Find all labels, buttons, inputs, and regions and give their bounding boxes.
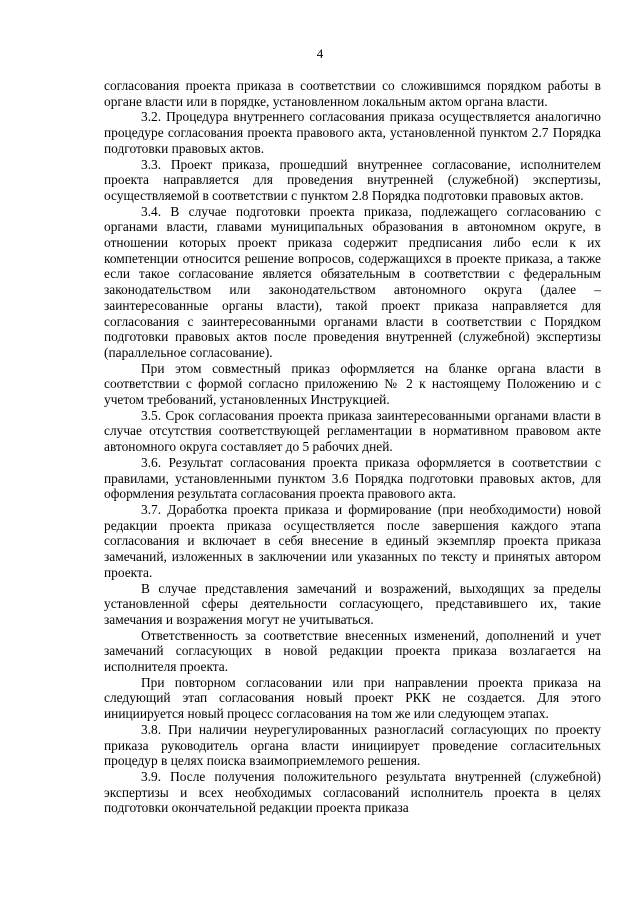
page-number: 4 [316, 46, 324, 61]
paragraph-3-5: 3.5. Срок согласования проекта приказа заинтересованными органами власти в случае отсутствия соответствующей регламентации в нормативном правовом акте автономного округа составляет до 5 рабочих дней. [104, 407, 601, 455]
document-body [104, 78, 601, 816]
paragraph-3-7: 3.7. Доработка проекта приказа и формирование (при необходимости) новой редакции проекта приказа осуществляется после завершения каждого этапа согласования и включает в себя внесение в единый экземпляр проекта приказа замечаний, изложенных в заключении или указанных по тексту и принятых автором проекта. [104, 501, 601, 580]
paragraph-responsibility: Ответственность за соответствие внесенных изменений, дополнений и учет замечаний согласующих в новой редакции проекта приказа возлагается на исполнителя проекта. [104, 627, 601, 675]
paragraph-repeat-approval: При повторном согласовании или при направлении проекта приказа на следующий этап согласования новый проект РКК не создается. Для этого инициируется новый процесс согласования на том же или следующем этапах. [104, 674, 601, 722]
paragraph-3-3: 3.3. Проект приказа, прошедший внутреннее согласование, исполнителем проекта направляется для проведения внутренней (служебной) экспертизы, осуществляемой в соответствии с пунктом 2.8 Порядка подготовки правовых актов. [104, 156, 601, 203]
paragraph-joint-order: При этом совместный приказ оформляется на бланке органа власти в соответствии с формой согласно приложению № 2 к настоящему Положению и с учетом требований, установленных Инструкцией. [104, 360, 601, 408]
paragraph-3-6: 3.6. Результат согласования проекта приказа оформляется в соответствии с правилами, установленными пунктом 3.6 Порядка подготовки правовых актов, для оформления результата согласования проекта правового акта. [104, 454, 601, 502]
paragraph-3-4: 3.4. В случае подготовки проекта приказа, подлежащего согласованию с органами власти, главами муниципальных образования в автономном округе, в отношении которых проект приказа содержит предписания либо если к их компетенции относится решение вопросов, содержащихся в проекте приказа, а также если такое согласование является обязательным в соответствии с федеральным законодательством или законодательством автономного округа (далее – заинтересованные органы власти), такой проект приказа направляется для согласования с заинтересованными органами власти в соответствии с Порядком подготовки правовых актов после проведения внутренней (служебной) экспертизы (параллельное согласование). [104, 203, 601, 360]
paragraph-3-2: 3.2. Процедура внутреннего согласования приказа осуществляется аналогично процедуре согласования проекта правового акта, установленной пунктом 2.7 Порядка подготовки правовых актов. [104, 109, 601, 156]
paragraph-continuation: согласования проекта приказа в соответствии со сложившимся порядком работы в органе власти или в порядке, установленном локальным актом органа власти. [104, 78, 601, 109]
paragraph-3-8: 3.8. При наличии неурегулированных разногласий согласующих по проекту приказа руководитель органа власти инициирует проведение согласительных процедур в целях поиска взаимоприемлемого решения. [104, 721, 601, 769]
paragraph-objections: В случае представления замечаний и возражений, выходящих за пределы установленной сферы деятельности согласующего, представившего их, такие замечания и возражения могут не учитываться. [104, 580, 601, 627]
paragraph-3-9: 3.9. После получения положительного результата внутренней (служебной) экспертизы и всех необходимых согласований исполнитель проекта в целях подготовки окончательной редакции проекта приказа [104, 768, 601, 816]
